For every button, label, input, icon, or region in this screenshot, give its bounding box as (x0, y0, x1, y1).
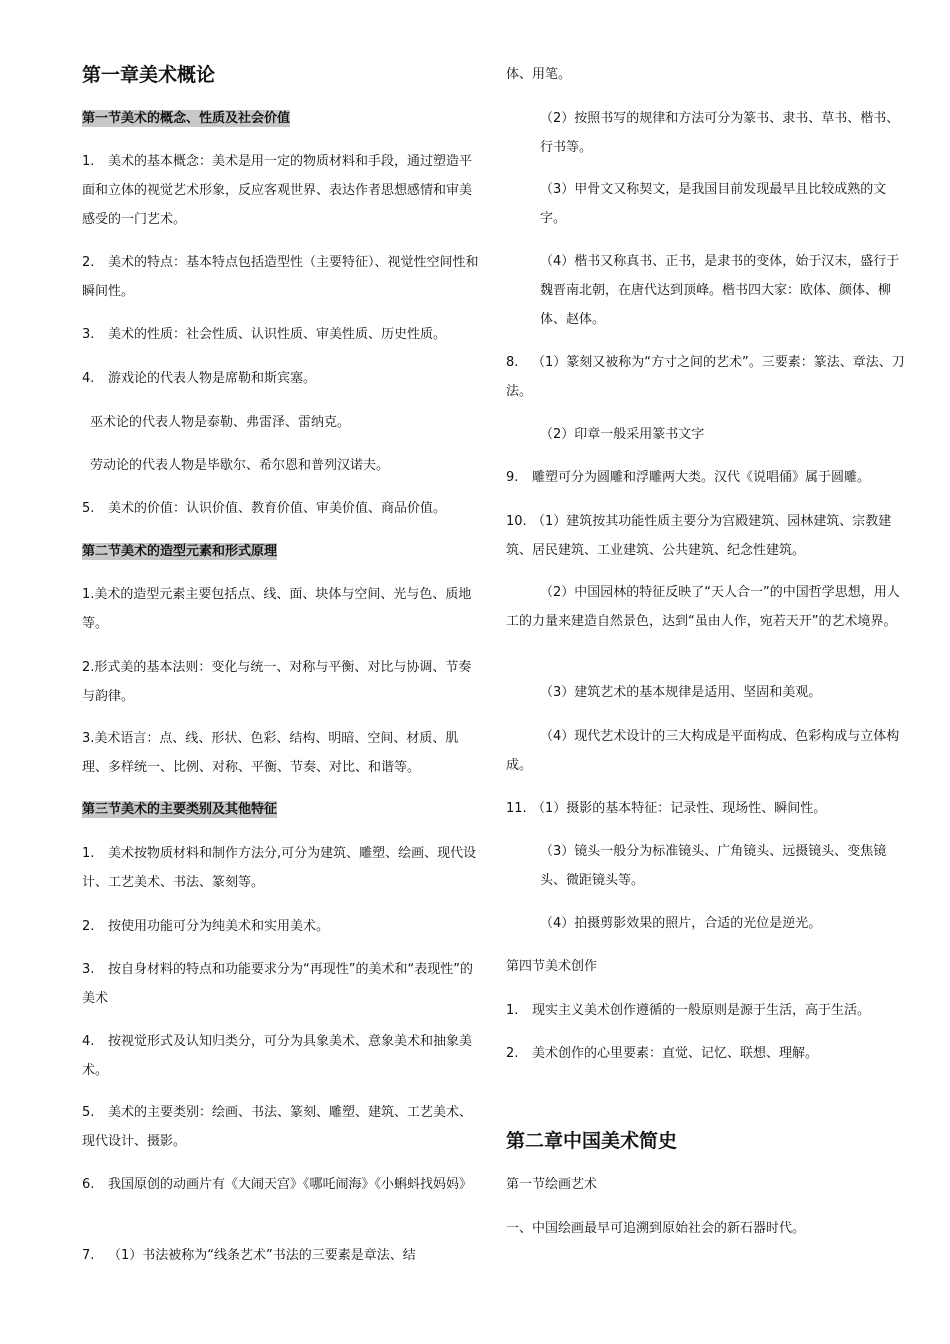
section-3-title: 第三节美术的主要类别及其他特征 (82, 802, 278, 817)
list-item: 2. 美术创作的心里要素：直觉、记忆、联想、理解。 (506, 1046, 819, 1061)
list-item: 3.美术语言：点、线、形状、色彩、结构、明暗、空间、材质、肌理、多样统一、比例、对称、平衡、节奏、对比、和谐等。 (82, 731, 459, 775)
list-item: 7. （1）书法被称为“线条艺术”书法的三要素是章法、结 (82, 1248, 416, 1263)
chapter-1-title: 第一章美术概论 (82, 64, 216, 86)
list-item: 9. 雕塑可分为圆雕和浮雕两大类。汉代《说唱俑》属于圆雕。 (506, 470, 871, 485)
list-subitem: 巫术论的代表人物是泰勒、弗雷泽、雷纳克。 (90, 415, 351, 430)
list-subitem: （2）按照书写的规律和方法可分为篆书、隶书、草书、楷书、行书等。 (540, 111, 900, 155)
list-subitem: （4）楷书又称真书、正书，是隶书的变体，始于汉末，盛行于魏晋南北朝，在唐代达到顶峰。楷书四大家：欧体、颜体、柳体、赵体。 (540, 254, 900, 327)
list-subitem: （2）中国园林的特征反映了“天人合一”的中国哲学思想，用人工的力量来建造自然景色，达到“虽由人作，宛若天开”的艺术境界。 (506, 585, 900, 629)
list-item: 6. 我国原创的动画片有《大闹天宫》《哪吒闹海》《小蝌蚪找妈妈》 (82, 1177, 473, 1192)
list-item: 1. 现实主义美术创作遵循的一般原则是源于生活，高于生活。 (506, 1003, 871, 1018)
list-item: 2. 按使用功能可分为纯美术和实用美术。 (82, 919, 330, 934)
list-item: 2.形式美的基本法则：变化与统一、对称与平衡、对比与协调、节奏与韵律。 (82, 660, 472, 704)
continued-text: 体、用笔。 (506, 67, 572, 82)
chapter-2-section-1-title: 第一节绘画艺术 (506, 1177, 598, 1192)
list-item: 3. 美术的性质：社会性质、认识性质、审美性质、历史性质。 (82, 327, 447, 342)
section-2-title: 第二节美术的造型元素和形式原理 (82, 544, 278, 559)
list-subitem: （3）建筑艺术的基本规律是适用、坚固和美观。 (540, 685, 822, 700)
list-item: 11. （1）摄影的基本特征：记录性、现场性、瞬间性。 (506, 801, 827, 816)
list-item: 1. 美术按物质材料和制作方法分,可分为建筑、雕塑、绘画、现代设计、工艺美术、书法、篆刻等。 (82, 846, 477, 890)
list-item: 4. 按视觉形式及认知归类分，可分为具象美术、意象美术和抽象美术。 (82, 1034, 473, 1078)
list-subitem: （3）镜头一般分为标准镜头、广角镜头、远摄镜头、变焦镜头、微距镜头等。 (540, 844, 887, 888)
list-item: 5. 美术的价值：认识价值、教育价值、审美价值、商品价值。 (82, 501, 447, 516)
section-4-title: 第四节美术创作 (506, 959, 598, 974)
list-item: 1. 美术的基本概念：美术是用一定的物质材料和手段，通过塑造平面和立体的视觉艺术形象，反应客观世界、表达作者思想感情和审美感受的一门艺术。 (82, 154, 473, 227)
list-subitem: （4）拍摄剪影效果的照片，合适的光位是逆光。 (540, 916, 822, 931)
list-subitem: 劳动论的代表人物是毕歇尔、希尔恩和普列汉诺夫。 (90, 458, 390, 473)
list-item: 2. 美术的特点：基本特点包括造型性（主要特征）、视觉性空间性和瞬间性。 (82, 255, 479, 299)
section-1-title: 第一节美术的概念、性质及社会价值 (82, 111, 291, 126)
list-subitem: （3）甲骨文又称契文，是我国目前发现最早且比较成熟的文字。 (540, 182, 887, 226)
list-subitem: （2）印章一般采用篆书文字 (540, 427, 705, 442)
list-item: 10. （1）建筑按其功能性质主要分为宫殿建筑、园林建筑、宗教建筑、居民建筑、工业建筑、公共建筑、纪念性建筑。 (506, 514, 892, 558)
list-item: 8. （1）篆刻又被称为“方寸之间的艺术”。三要素：篆法、章法、刀法。 (506, 355, 905, 399)
list-item: 4. 游戏论的代表人物是席勒和斯宾塞。 (82, 371, 317, 386)
chapter-2-title: 第二章中国美术简史 (506, 1130, 678, 1152)
list-item: 1.美术的造型元素主要包括点、线、面、块体与空间、光与色、质地等。 (82, 587, 472, 631)
list-subitem: （4）现代艺术设计的三大构成是平面构成、色彩构成与立体构成。 (506, 729, 900, 773)
list-item: 5. 美术的主要类别：绘画、书法、篆刻、雕塑、建筑、工艺美术、现代设计、摄影。 (82, 1105, 473, 1149)
list-item: 3. 按自身材料的特点和功能要求分为“再现性”的美术和“表现性”的美术 (82, 962, 473, 1006)
list-item: 一、中国绘画最早可追溯到原始社会的新石器时代。 (506, 1221, 806, 1236)
